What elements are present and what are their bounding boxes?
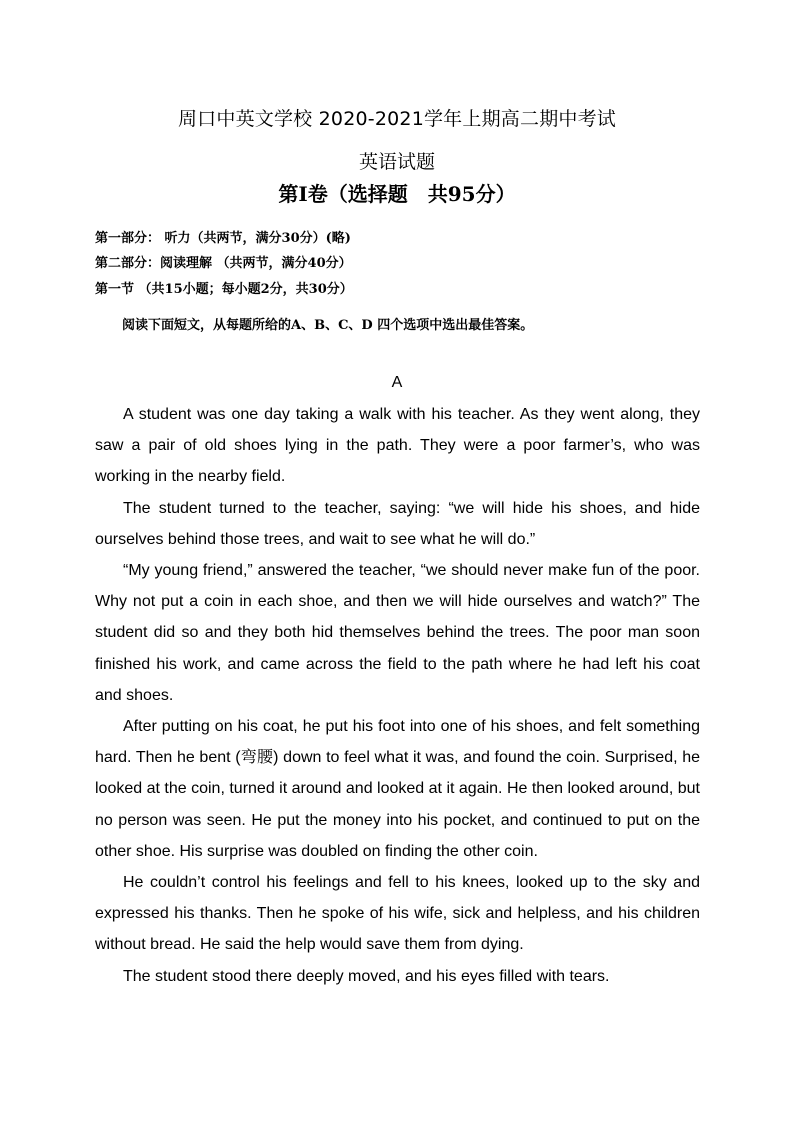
passage-body xyxy=(95,399,700,992)
exam-title: 周口中英文学校 2020-2021学年上期高二期中考试 xyxy=(177,108,616,130)
passage-paragraph: The student stood there deeply moved, and his eyes filled with tears. xyxy=(123,967,610,985)
section-one-info: 第一节 （共15小题；每小题2分，共30分） xyxy=(95,282,353,297)
passage-label: A xyxy=(391,374,403,391)
reading-instruction: 阅读下面短文，从每题所给的A、B、C、D 四个选项中选出最佳答案。 xyxy=(122,318,534,333)
volume-heading: 第Ⅰ卷（选择题 共95分） xyxy=(278,182,516,206)
passage-paragraph: He couldn’t control his feelings and fell to his knees, looked up to the sky and expressed his thanks. Then he spoke of his wife, sick and helpless, and his children without bread. He said the help would save them from dying. xyxy=(95,874,700,954)
passage-paragraph: After putting on his coat, he put his foot into one of his shoes, and felt something hard. Then he bent (弯腰) down to feel what it was, and found the coin. Surprised, he looked at the coin, turned it around and looked at it again. He then looked around, but no person was seen. He put the money into his pocket, and continued to put on the other shoe. His surprise was doubled on finding the other coin. xyxy=(95,718,700,860)
passage-paragraph: A student was one day taking a walk with his teacher. As they went along, they saw a pair of old shoes lying in the path. They were a poor farmer’s, who was working in the nearby field. xyxy=(95,406,700,486)
passage-paragraph: “My young friend,” answered the teacher, “we should never make fun of the poor. Why not put a coin in each shoe, and then we will hide ourselves and watch?” The student did so and they both hid themselves behind the trees. The poor man soon finished his work, and came across the field to the path where he had left his coat and shoes. xyxy=(95,562,700,704)
part-two-reading: 第二部分：阅读理解 （共两节，满分40分） xyxy=(95,256,352,271)
part-one-listening: 第一部分： 听力（共两节，满分30分）(略) xyxy=(95,231,351,246)
passage-paragraph: The student turned to the teacher, saying: “we will hide his shoes, and hide ourselves behind those trees, and wait to see what he will do.” xyxy=(95,499,700,548)
exam-subject: 英语试题 xyxy=(358,151,435,173)
